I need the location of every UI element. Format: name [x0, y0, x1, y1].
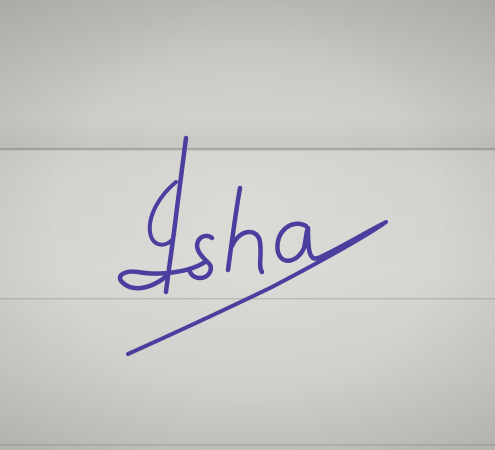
signature-stroke-s: [190, 236, 212, 278]
signature-stroke-a: [277, 224, 318, 261]
signature-stroke-h: [228, 188, 262, 272]
